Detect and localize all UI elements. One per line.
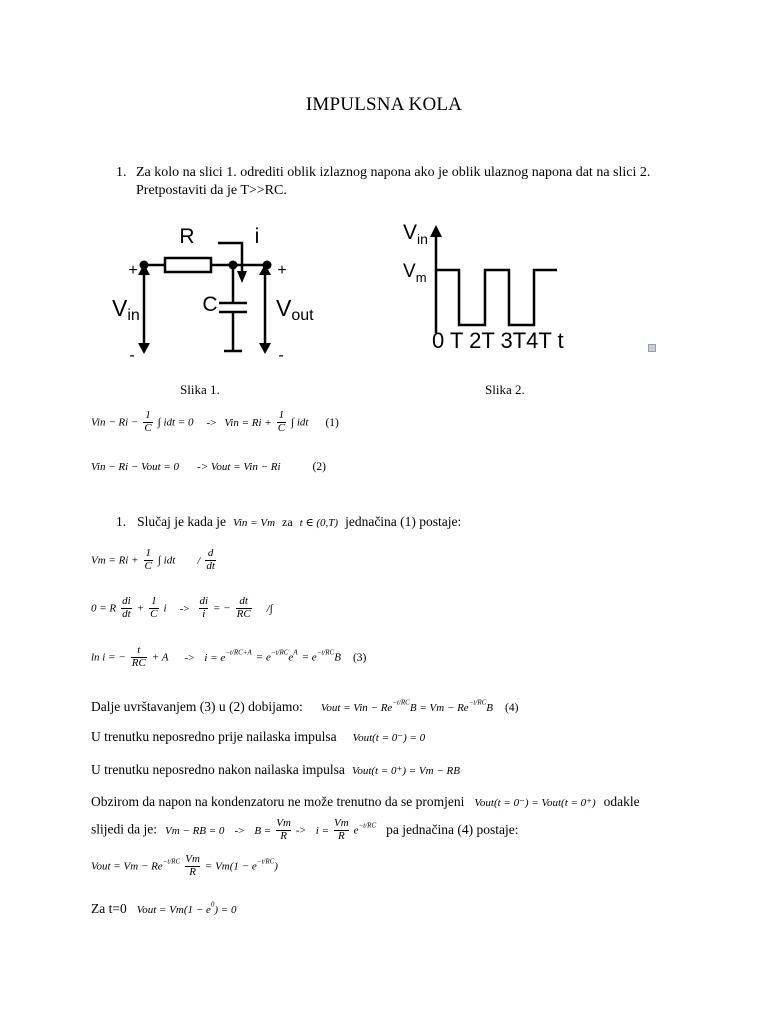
eq3-frac-den: C [144, 559, 152, 572]
eq5-sup-c: −t/RC+A [225, 648, 252, 657]
eq4-frac4-den: RC [236, 607, 251, 620]
eq5-arrow: -> [184, 651, 195, 664]
case-line [116, 513, 461, 531]
eq1-arrow: -> [206, 416, 217, 429]
line-a [91, 698, 518, 716]
case-number: 1. [116, 514, 127, 529]
waveform-time-labels: 0 T 2T 3T4T t [432, 328, 564, 353]
line-a-sup2: −t/RC [468, 698, 487, 707]
eq5-sup-f: −t/RC [316, 648, 335, 657]
task-line-1: Za kolo na slici 1. odrediti oblik izlaznog napona ako je oblik ulaznog napona dat na slici 2. [136, 165, 651, 180]
y-axis-arrow [430, 225, 442, 237]
task-number: 1. [116, 165, 127, 180]
eq5-part-c: i = e [204, 651, 226, 664]
line-b-text: U trenutku neposredno prije nailaska impulsa [91, 729, 337, 744]
eq5-sup-e: A [293, 648, 298, 657]
eq5-part-f: = e [301, 651, 317, 664]
case-za: za [282, 515, 293, 529]
resistor [165, 258, 211, 272]
eq6-part-a: Vout = Vm − Re [91, 860, 163, 873]
eq5-part-d: = e [255, 651, 271, 664]
eq4-frac4-num: dt [239, 595, 248, 607]
line-a-sup1: −t/RC [392, 698, 410, 707]
eq1-frac2-num: 1 [278, 409, 285, 421]
vout-plus: + [277, 262, 287, 279]
vin-label: Vin [112, 295, 140, 324]
input-waveform-diagram [395, 215, 575, 355]
eq3-slash: / [197, 554, 201, 567]
line-c [91, 761, 460, 779]
waveform-vin-label: $V_{in}$ [403, 221, 428, 247]
line-e-i: i = [315, 824, 329, 837]
line-c-eq: Vout(t = 0⁺) = Vm − RB [351, 765, 460, 777]
eq5-part-a: ln i = − [91, 651, 126, 664]
line-e-post: pa jednačina (4) postaje: [386, 821, 519, 837]
square-wave [436, 270, 557, 325]
line-e-e: e [353, 824, 359, 837]
eq1-number: (1) [325, 416, 339, 429]
eq4-eq-minus: = − [213, 602, 231, 615]
eq4-i: i [163, 602, 167, 615]
eq1-part-b: ∫ idt = 0 [157, 416, 194, 429]
line-d-post: odakle [603, 794, 640, 809]
eq3-frac-num: 1 [145, 547, 151, 559]
equation-1 [91, 410, 339, 434]
equation-4 [91, 596, 273, 620]
equation-5 [91, 645, 366, 669]
eq6-frac-num: Vm [185, 853, 200, 865]
fig1-caption: Slika 1. [180, 382, 220, 397]
eq4-frac1-den: dt [122, 607, 131, 620]
line-e-sup: −t/RC [358, 821, 377, 830]
eq5-part-e: e [288, 651, 294, 664]
line-f [91, 900, 236, 918]
eq3-d-den: dt [206, 559, 215, 572]
line-e-arrow1: -> [234, 824, 245, 837]
line-c-text: U trenutku neposredno nakon nailaska impulsa [91, 762, 345, 777]
line-a-text: Dalje uvrštavanjem (3) u (2) dobijamo: [91, 699, 303, 714]
eq5-frac-den: RC [131, 656, 146, 669]
vout-arrow-down [259, 343, 271, 354]
line-d [91, 793, 640, 811]
eq4-frac1-num: di [122, 595, 131, 607]
task-line-2: Pretpostaviti da je T>>RC. [136, 183, 287, 198]
eq6-sup-c: −t/RC [256, 857, 275, 866]
current-label: i [254, 225, 260, 248]
eq1-part-d: ∫ idt [291, 416, 309, 429]
vin-plus: + [128, 262, 138, 279]
line-a-number: (4) [505, 702, 519, 714]
eq3-part-b: ∫ idt [157, 554, 176, 567]
equation-3 [91, 548, 217, 572]
eq5-number: (3) [352, 651, 367, 664]
eq1-frac2-den: C [277, 421, 286, 434]
equation-6 [91, 854, 278, 878]
eq4-part-a: 0 = R [91, 602, 117, 615]
line-b [91, 728, 425, 746]
case-post: jednačina (1) postaje: [345, 514, 462, 529]
capacitor-label: C [202, 293, 218, 316]
eq5-part-g: B [334, 651, 341, 664]
case-cond2: t ∈ (0,T) [299, 517, 339, 529]
line-f-sup: 0 [210, 900, 215, 909]
eq2-part-a: Vin − Ri − Vout = 0 [91, 461, 180, 473]
line-f-eq2: ) = 0 [214, 904, 237, 916]
resistor-label: R [179, 225, 195, 248]
small-square-icon [648, 344, 656, 352]
line-d-text: Obzirom da napon na kondenzatoru ne može trenutno da se promjeni [91, 794, 465, 809]
eq1-part-a: Vin − Ri − [91, 416, 139, 429]
line-e-text: slijedi da je: [91, 821, 157, 837]
line-e-b: B = [254, 824, 272, 837]
eq2-part-b: -> Vout = Vin − Ri [197, 461, 281, 473]
eq4-integral: /∫ [266, 602, 273, 615]
eq1-part-c: Vin = Ri + [224, 416, 272, 429]
eq6-part-c: = Vm(1 − e [204, 860, 257, 873]
eq6-part-d: ) [274, 860, 278, 873]
line-f-eq: Vout = Vm(1 − e [136, 904, 211, 916]
line-d-eq: Vout(t = 0⁻) = Vout(t = 0⁺) [474, 797, 596, 809]
node-mid [229, 261, 238, 270]
line-e [91, 818, 518, 842]
line-e-b-den: R [276, 830, 291, 843]
line-e-i-den: R [334, 830, 349, 843]
eq5-sup-d: −t/RC [270, 648, 289, 657]
case-pre: Slučaj je kada je [137, 514, 226, 529]
rc-circuit-diagram [100, 215, 340, 365]
vin-minus: - [129, 347, 135, 364]
eq4-plus: + [136, 602, 145, 615]
line-e-eq1: Vm − RB = 0 [164, 824, 225, 837]
eq5-part-b: + A [151, 651, 169, 664]
vout-minus: - [278, 347, 284, 364]
eq4-frac3-den: i [199, 608, 208, 621]
equation-2 [91, 457, 326, 475]
line-a-eq2: B = Vm − Re [409, 702, 469, 714]
line-a-eq3: B [486, 702, 493, 714]
eq4-arrow: -> [179, 602, 190, 615]
line-e-arrow2: -> [295, 824, 306, 837]
line-f-text: Za t=0 [91, 901, 127, 916]
current-arrow-line [218, 243, 242, 273]
current-arrow-head [237, 271, 247, 283]
eq6-frac-den: R [185, 866, 200, 879]
eq6-sup-a: −t/RC [162, 857, 181, 866]
line-b-eq: Vout(t = 0⁻) = 0 [352, 732, 426, 744]
line-e-b-num: Vm [276, 817, 291, 829]
eq1-frac1-den: C [144, 421, 152, 434]
eq2-number: (2) [312, 461, 326, 473]
vin-arrow-down [138, 343, 150, 354]
page-title: IMPULSNA KOLA [305, 94, 463, 115]
eq4-frac3-num: di [199, 595, 208, 607]
eq3-d-num: d [207, 547, 214, 559]
eq5-frac-num: t [137, 644, 141, 656]
vout-label: Vout [276, 295, 314, 324]
eq4-frac2-num: 1 [151, 595, 157, 607]
eq4-frac2-den: C [150, 607, 158, 620]
case-cond1: Vin = Vm [232, 517, 276, 529]
fig2-caption: Slika 2. [485, 382, 525, 397]
line-e-i-num: Vm [334, 817, 349, 829]
waveform-vm-label: $V_m$ [403, 261, 427, 285]
eq3-part-a: Vm = Ri + [91, 554, 139, 567]
eq1-frac1-num: 1 [145, 409, 151, 421]
line-a-eq: Vout = Vin − Re [320, 702, 393, 714]
